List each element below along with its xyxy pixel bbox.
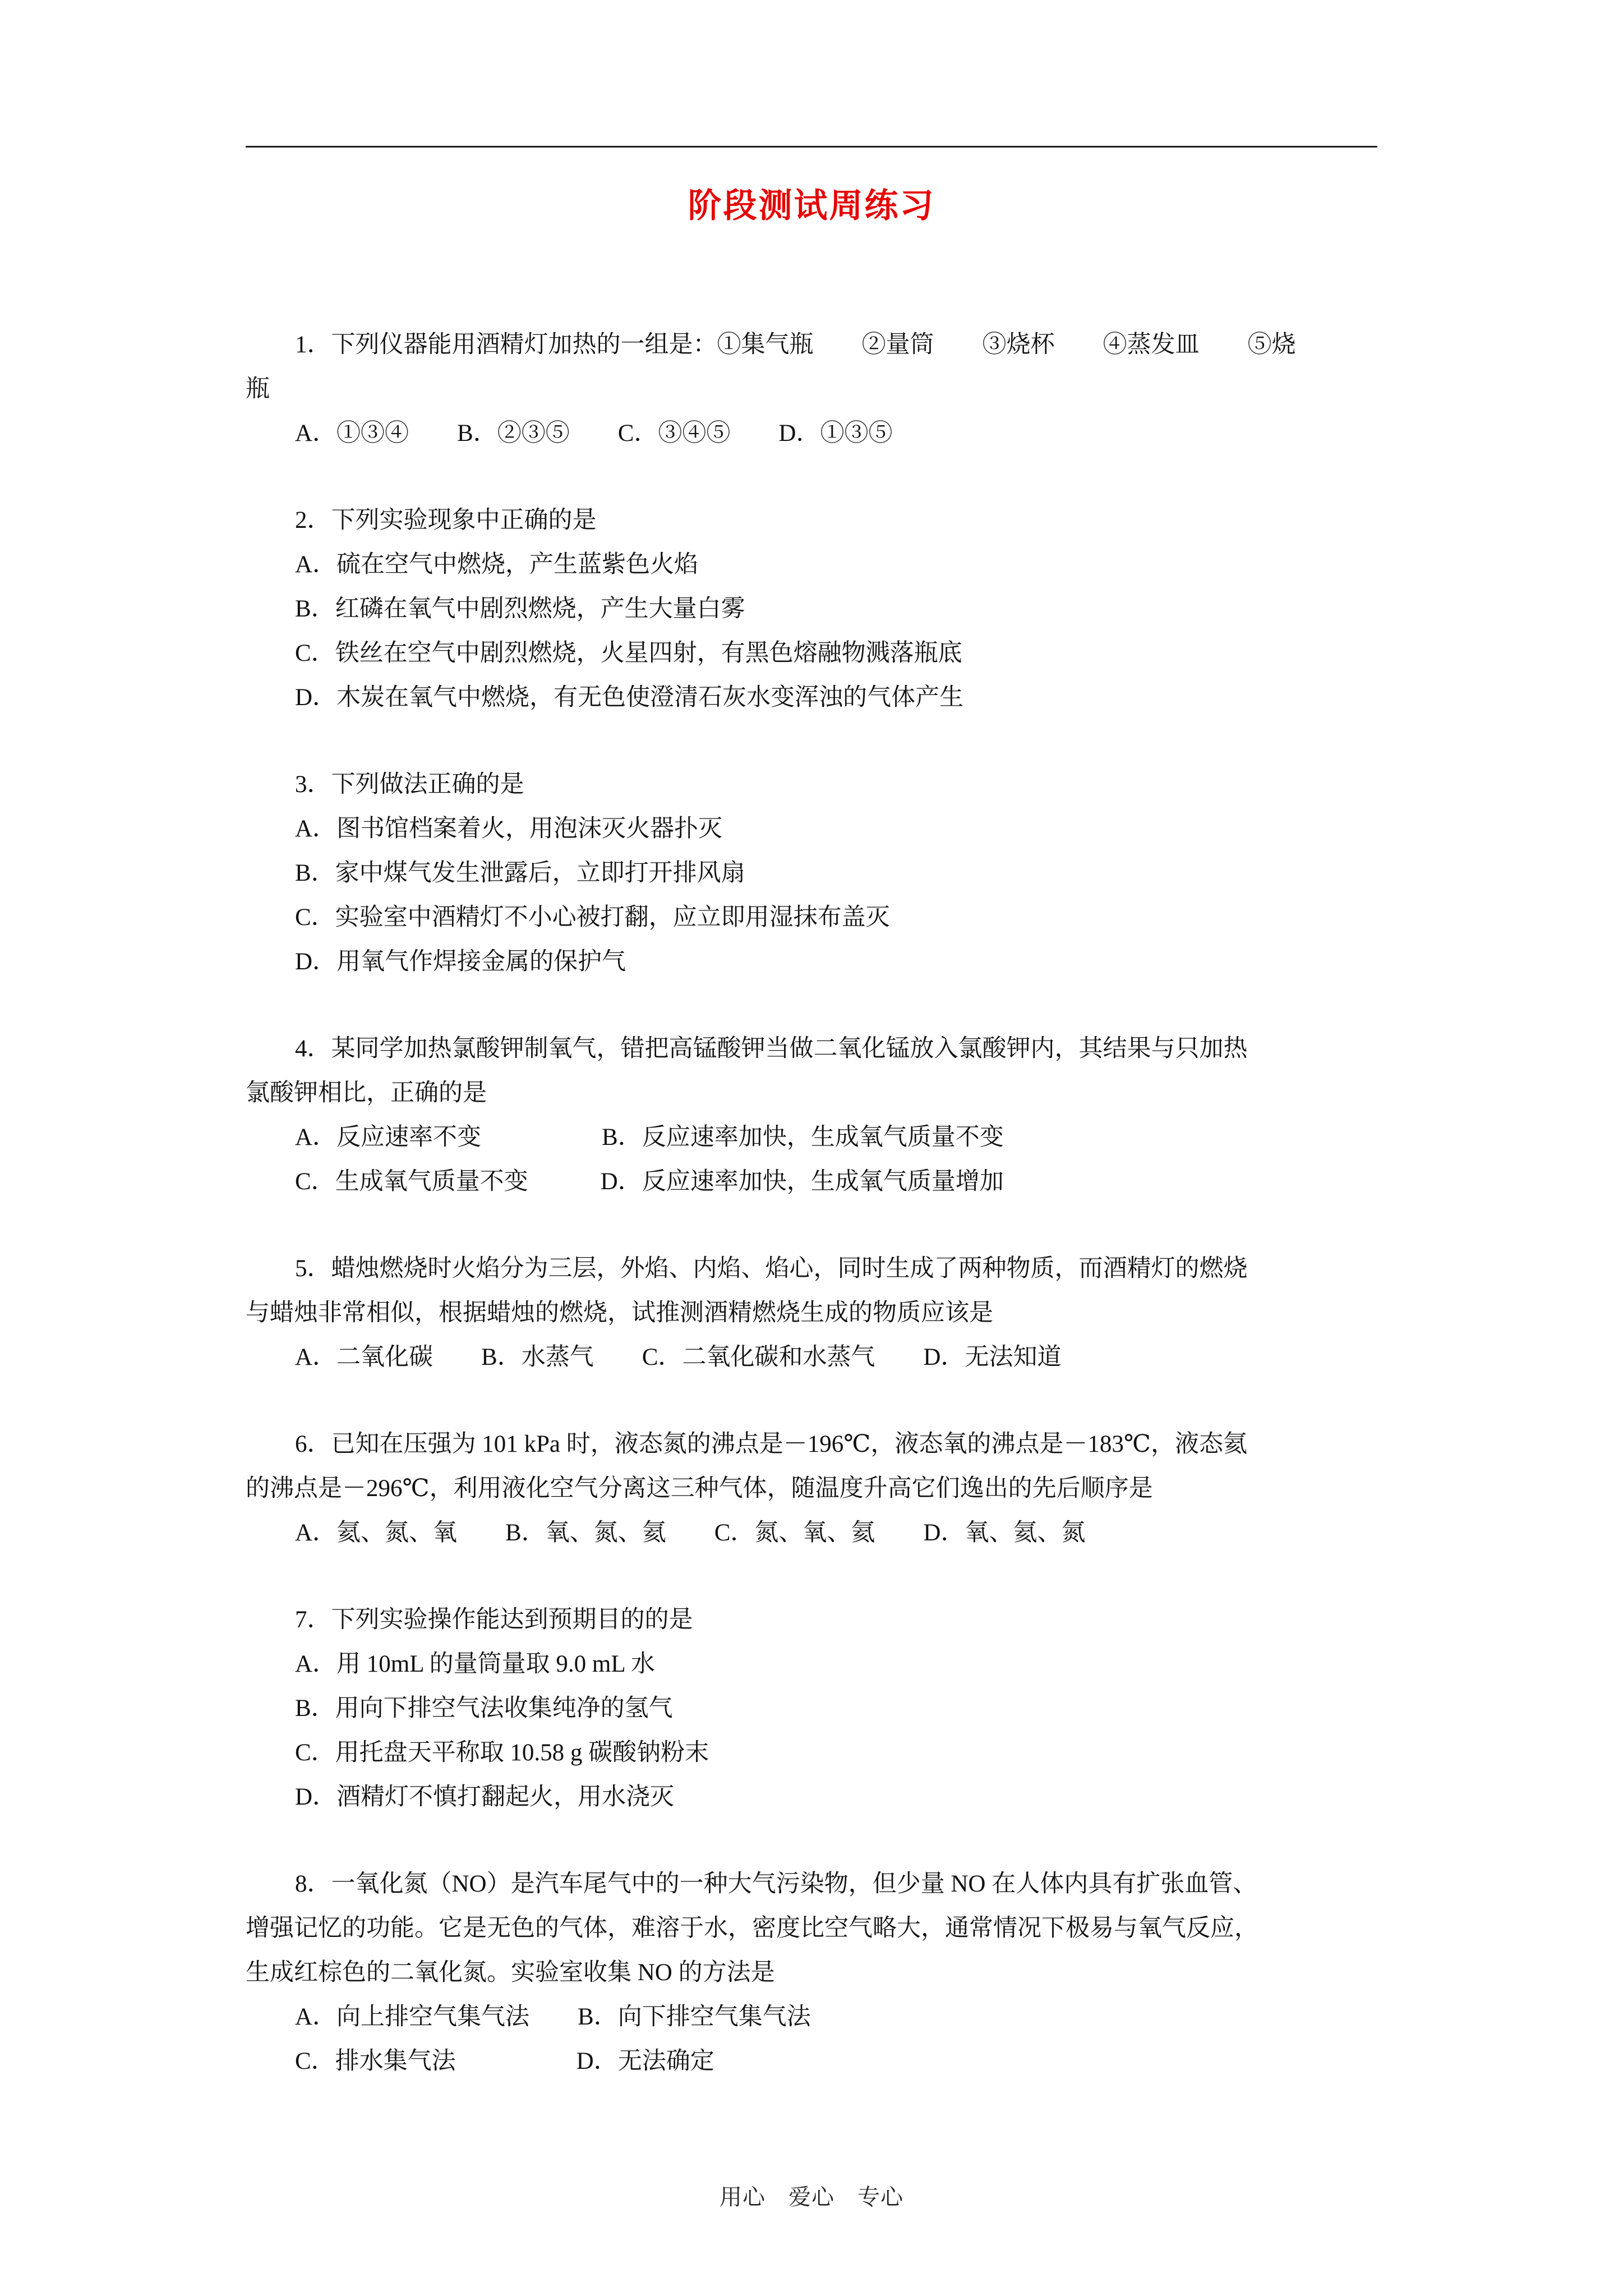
option-line: C．铁丝在空气中剧烈燃烧，火星四射，有黑色熔融物溅落瓶底 — [295, 640, 962, 666]
option-line: A．①③④ B．②③⑤ C．③④⑤ D．①③⑤ — [295, 420, 893, 447]
question-line: 生成红棕色的二氧化氮。实验室收集 NO 的方法是 — [246, 1959, 775, 1986]
question-line: 氯酸钾相比，正确的是 — [246, 1080, 487, 1106]
page-footer: 用心 爱心 专心 — [720, 2184, 903, 2210]
option-line: A．硫在空气中燃烧，产生蓝紫色火焰 — [295, 551, 699, 578]
option-line: A．向上排空气集气法 B．向下排空气集气法 — [295, 2004, 811, 2030]
question-block — [246, 1422, 1377, 1555]
option-line: B．家中煤气发生泄露后，立即打开排风扇 — [295, 860, 745, 886]
question-block — [246, 1862, 1377, 2083]
question-line: 2．下列实验现象中正确的是 — [295, 507, 597, 533]
option-line: C．排水集气法 D．无法确定 — [295, 2048, 714, 2074]
question-block — [246, 1246, 1377, 1379]
question-line: 3．下列做法正确的是 — [295, 771, 524, 798]
question-line: 增强记忆的功能。它是无色的气体，难溶于水，密度比空气略大，通常情况下极易与氧气反应， — [246, 1915, 1258, 1941]
question-block — [246, 498, 1377, 720]
option-line: B．红磷在氧气中剧烈燃烧，产生大量白雾 — [295, 596, 745, 622]
question-block — [246, 323, 1377, 455]
option-line: D．酒精灯不慎打翻起火，用水浇灭 — [295, 1784, 675, 1810]
header-rule — [246, 146, 1377, 148]
question-line: 与蜡烛非常相似，根据蜡烛的燃烧，试推测酒精燃烧生成的物质应该是 — [246, 1300, 993, 1326]
option-line: A．二氧化碳 B．水蒸气 C．二氧化碳和水蒸气 D．无法知道 — [295, 1344, 1062, 1370]
option-line: A．用 10mL 的量筒量取 9.0 mL 水 — [295, 1651, 655, 1677]
question-line: 8．一氧化氮（NO）是汽车尾气中的一种大气污染物，但少量 NO 在人体内具有扩张血管、 — [295, 1871, 1257, 1897]
option-line: C．用托盘天平称取 10.58 g 碳酸钠粉末 — [295, 1740, 709, 1766]
questions-container — [246, 323, 1377, 2083]
question-block — [246, 1027, 1377, 1204]
question-line: 的沸点是－296℃，利用液化空气分离这三种气体，随温度升高它们逸出的先后顺序是 — [246, 1475, 1153, 1502]
question-line: 瓶 — [246, 376, 270, 402]
option-line: B．用向下排空气法收集纯净的氢气 — [295, 1695, 673, 1722]
option-line: C．实验室中酒精灯不小心被打翻，应立即用湿抹布盖灭 — [295, 904, 890, 931]
option-line: C．生成氧气质量不变 D．反应速率加快，生成氧气质量增加 — [295, 1168, 1004, 1195]
option-line: A．氦、氮、氧 B．氧、氮、氦 C．氮、氧、氦 D．氧、氦、氮 — [295, 1520, 1086, 1546]
option-line: A．反应速率不变 B．反应速率加快，生成氧气质量不变 — [295, 1124, 1004, 1151]
question-line: 5．蜡烛燃烧时火焰分为三层，外焰、内焰、焰心，同时生成了两种物质，而酒精灯的燃烧 — [295, 1255, 1248, 1282]
option-line: A．图书馆档案着火，用泡沫灭火器扑灭 — [295, 816, 723, 842]
option-line: D．木炭在氧气中燃烧，有无色使澄清石灰水变浑浊的气体产生 — [295, 684, 964, 711]
question-block — [246, 1598, 1377, 1819]
option-line: D．用氧气作焊接金属的保护气 — [295, 949, 626, 975]
question-line: 6．已知在压强为 101 kPa 时，液态氮的沸点是－196℃，液态氧的沸点是－183℃，液态氦 — [295, 1431, 1247, 1457]
page-title: 阶段测试周练习 — [688, 187, 935, 224]
question-line: 1．下列仪器能用酒精灯加热的一组是：①集气瓶 ②量筒 ③烧杯 ④蒸发皿 ⑤烧 — [295, 332, 1296, 358]
question-line: 7．下列实验操作能达到预期目的的是 — [295, 1607, 693, 1633]
question-block — [246, 762, 1377, 984]
question-line: 4．某同学加热氯酸钾制氧气，错把高锰酸钾当做二氧化锰放入氯酸钾内，其结果与只加热 — [295, 1036, 1248, 1062]
page-content — [0, 146, 1623, 2083]
